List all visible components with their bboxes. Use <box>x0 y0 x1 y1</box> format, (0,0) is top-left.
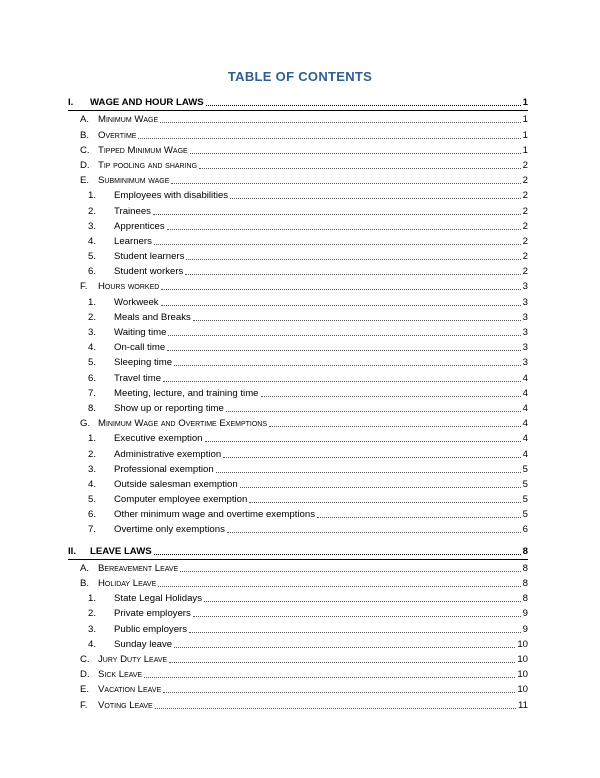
toc-entry[interactable] <box>68 491 528 506</box>
toc-entry[interactable] <box>68 651 528 666</box>
toc-entry-title: Student workers <box>114 266 184 278</box>
toc-entry[interactable] <box>68 157 528 172</box>
toc-entry-title: Waiting time <box>114 327 167 338</box>
dot-leader <box>144 677 515 678</box>
toc-entry[interactable] <box>68 248 528 263</box>
dot-leader <box>167 229 521 230</box>
dot-leader <box>158 586 520 587</box>
toc-entry-number: 3. <box>88 623 97 635</box>
dot-leader <box>193 616 521 617</box>
toc-entry[interactable] <box>68 218 528 233</box>
toc-entry-title: Private employers <box>114 608 191 620</box>
toc-entry-number: C. <box>80 653 90 665</box>
dot-leader <box>163 692 515 693</box>
toc-entry-page: 10 <box>517 638 528 650</box>
toc-entry-page: 1 <box>522 114 528 126</box>
dot-leader <box>269 426 521 427</box>
toc-entry-page: 4 <box>522 448 528 460</box>
toc-entry[interactable] <box>68 666 528 681</box>
toc-entry-page: 5 <box>522 463 528 475</box>
toc-entry-title: Minimum Wage and Overtime Exemptions <box>98 418 268 430</box>
toc-entry[interactable] <box>68 542 528 557</box>
toc-entry-title: Show up or reporting time <box>114 402 224 414</box>
toc-entry-title: Jury Duty Leave <box>98 653 168 665</box>
toc-entry[interactable] <box>68 309 528 324</box>
toc-entry-page: 8 <box>522 593 528 605</box>
toc-entry-number: 2. <box>88 205 97 217</box>
toc-entry-number: E. <box>80 175 90 187</box>
toc-entry-page: 2 <box>522 190 528 202</box>
toc-entry[interactable] <box>68 324 528 339</box>
toc-entry[interactable] <box>68 681 528 696</box>
dot-leader <box>190 153 521 154</box>
toc-entry-title: Executive exemption <box>114 433 203 445</box>
toc-entry[interactable] <box>68 476 528 491</box>
dot-leader <box>249 502 520 503</box>
toc-entry-number: 8. <box>88 402 97 414</box>
dot-leader <box>226 411 521 412</box>
toc-entry-title: Vacation Leave <box>98 684 162 696</box>
toc-entry-page: 3 <box>522 342 528 354</box>
toc-entry[interactable] <box>68 461 528 476</box>
toc-entry-number: D. <box>80 159 90 171</box>
dot-leader <box>167 350 520 351</box>
toc-entry-page: 10 <box>517 653 528 665</box>
toc-entry-page: 4 <box>522 372 528 384</box>
dot-leader <box>261 396 521 397</box>
toc-entry[interactable] <box>68 636 528 651</box>
toc-entry[interactable] <box>68 94 528 109</box>
dot-leader <box>155 708 516 709</box>
toc-entry-number: 7. <box>88 387 97 399</box>
toc-entry-title: Other minimum wage and overtime exemptions <box>114 509 316 521</box>
toc-entry-number: 3. <box>88 220 97 232</box>
dot-leader <box>171 183 520 184</box>
toc-entry-number: I. <box>68 97 74 109</box>
dot-leader <box>193 320 521 321</box>
toc-entry-page: 8 <box>522 578 528 589</box>
toc-entry[interactable] <box>68 445 528 460</box>
toc-entry-title: On-call time <box>114 342 166 354</box>
toc-entry-title: Hours worked <box>98 281 160 293</box>
toc-entry[interactable] <box>68 354 528 369</box>
toc-entry-title: LEAVE LAWS <box>90 545 152 557</box>
toc-entry-number: 6. <box>88 266 97 278</box>
toc-entry-page: 3 <box>522 357 528 369</box>
toc-entry-page: 3 <box>522 296 528 308</box>
toc-entry-title: Voting Leave <box>98 699 153 711</box>
toc-entry-title: Meals and Breaks <box>114 311 191 323</box>
toc-entry-number: 1. <box>88 433 97 445</box>
toc-entry[interactable] <box>68 521 528 536</box>
toc-entry-page: 4 <box>522 418 528 430</box>
toc-entry-number: E. <box>80 684 90 696</box>
toc-entry-page: 9 <box>522 608 528 620</box>
dot-leader <box>189 632 521 633</box>
toc-entry-page: 8 <box>522 562 528 574</box>
dot-leader <box>161 305 521 306</box>
toc-entry[interactable] <box>68 575 528 590</box>
toc-entry[interactable] <box>68 430 528 445</box>
toc-entry-number: 2. <box>88 448 97 460</box>
dot-leader <box>230 198 521 199</box>
toc-entry[interactable] <box>68 126 528 141</box>
dot-leader <box>205 441 521 442</box>
toc-entry-number: A. <box>80 114 90 126</box>
dot-leader <box>138 138 520 139</box>
toc-entry-number: 4. <box>88 638 97 650</box>
dot-leader <box>223 457 520 458</box>
toc-entry-number: 5. <box>88 357 97 369</box>
toc-entry-title: Employees with disabilities <box>114 190 229 202</box>
toc-entry-title: Student learners <box>114 251 185 263</box>
toc-entry-title: Minimum Wage <box>98 114 159 126</box>
toc-entry-page: 10 <box>517 669 528 681</box>
toc-entry-page: 2 <box>522 220 528 232</box>
toc-entry-number: F. <box>80 699 88 711</box>
toc-entry-title: Bereavement Leave <box>98 562 179 574</box>
toc-entry-title: Apprentices <box>114 220 165 232</box>
toc-entry-number: 4. <box>88 478 97 490</box>
toc-entry-number: 3. <box>88 327 97 338</box>
dot-leader <box>180 571 520 572</box>
toc-entry[interactable] <box>68 696 528 711</box>
toc-entry-page: 2 <box>522 266 528 278</box>
toc-entry-title: Administrative exemption <box>114 448 222 460</box>
toc-entry[interactable] <box>68 233 528 248</box>
toc-entry[interactable] <box>68 111 528 126</box>
toc-entry-number: 4. <box>88 342 97 354</box>
dot-leader <box>161 289 520 290</box>
toc-entry-number: 2. <box>88 311 97 323</box>
toc-entry-title: Overtime only exemptions <box>114 524 225 536</box>
toc-entry-page: 1 <box>522 97 528 109</box>
toc-entry-title: Learners <box>114 235 152 247</box>
toc-entry[interactable] <box>68 560 528 575</box>
toc-entry[interactable] <box>68 293 528 308</box>
dot-leader <box>153 214 521 215</box>
toc-entry-number: 2. <box>88 608 97 620</box>
toc-entry-number: 6. <box>88 509 97 521</box>
toc-entry[interactable] <box>68 339 528 354</box>
toc-entry-number: G. <box>80 418 91 430</box>
dot-leader <box>227 532 521 533</box>
toc-entry-number: 1. <box>88 296 97 308</box>
toc-entry[interactable] <box>68 506 528 521</box>
toc-entry-title: Holiday Leave <box>98 578 157 589</box>
toc-entry[interactable] <box>68 263 528 278</box>
toc-entry-title: Public employers <box>114 623 188 635</box>
toc-entry-number: 1. <box>88 190 97 202</box>
dot-leader <box>160 122 520 123</box>
toc-entry-title: Trainees <box>114 205 151 217</box>
toc-entry[interactable] <box>68 590 528 605</box>
toc-entry[interactable] <box>68 187 528 202</box>
toc-entry-page: 11 <box>518 699 528 711</box>
toc-entry[interactable] <box>68 278 528 293</box>
toc-entry[interactable] <box>68 400 528 415</box>
toc-entry-page: 2 <box>522 175 528 187</box>
toc-entry[interactable] <box>68 142 528 157</box>
dot-leader <box>168 335 520 336</box>
toc-entry[interactable] <box>68 385 528 400</box>
toc-entry[interactable] <box>68 172 528 187</box>
toc-entry-page: 9 <box>522 623 528 635</box>
toc-entry-page: 2 <box>522 159 528 171</box>
toc-entry-title: Outside salesman exemption <box>114 478 238 490</box>
toc-entry[interactable] <box>68 369 528 384</box>
toc-entry-title: WAGE AND HOUR LAWS <box>90 97 204 109</box>
toc-entry-page: 3 <box>522 311 528 323</box>
toc-entry-title: Sleeping time <box>114 357 173 369</box>
toc-entry-title: Tip pooling and sharing <box>98 159 198 171</box>
toc-entry-number: B. <box>80 578 90 589</box>
toc-entry-title: Computer employee exemption <box>114 494 248 506</box>
dot-leader <box>317 517 521 518</box>
toc-entry-number: D. <box>80 669 90 681</box>
toc-entry-number: B. <box>80 129 90 141</box>
toc-entry-page: 2 <box>522 205 528 217</box>
toc-entry-number: 7. <box>88 524 97 536</box>
toc-entry-title: Travel time <box>114 372 162 384</box>
toc-entry-number: 4. <box>88 235 97 247</box>
toc-entry-title: Professional exemption <box>114 463 214 475</box>
toc-entry-page: 4 <box>522 433 528 445</box>
toc-entry-page: 8 <box>522 545 528 557</box>
toc-entry-title: Meeting, lecture, and training time <box>114 387 259 399</box>
dot-leader <box>163 381 521 382</box>
dot-leader <box>169 662 515 663</box>
toc-entry-page: 2 <box>522 235 528 247</box>
toc-entry-page: 1 <box>522 144 528 156</box>
toc-entry[interactable] <box>68 620 528 635</box>
toc-entry-number: C. <box>80 144 90 156</box>
toc-entry-number: 3. <box>88 463 97 475</box>
toc-entry-page: 3 <box>522 281 528 293</box>
toc-entry-number: 5. <box>88 251 97 263</box>
dot-leader <box>185 274 520 275</box>
toc-entry[interactable] <box>68 202 528 217</box>
dot-leader <box>206 105 521 106</box>
dot-leader <box>240 487 521 488</box>
toc-entry-number: II. <box>68 545 76 557</box>
toc-entry-title: Workweek <box>114 296 159 308</box>
dot-leader <box>216 472 521 473</box>
toc-entry-title: State Legal Holidays <box>114 593 202 605</box>
toc-entry-page: 6 <box>522 524 528 536</box>
toc-entry-page: 5 <box>522 478 528 490</box>
table-of-contents <box>68 94 528 712</box>
toc-entry-number: F. <box>80 281 88 293</box>
dot-leader <box>154 244 521 245</box>
toc-entry-page: 2 <box>522 251 528 263</box>
toc-entry-title: Overtime <box>98 129 137 141</box>
toc-entry-page: 3 <box>522 327 528 338</box>
toc-entry-number: 5. <box>88 494 97 506</box>
toc-entry-page: 4 <box>522 387 528 399</box>
dot-leader <box>174 647 515 648</box>
toc-entry-page: 10 <box>517 684 528 696</box>
dot-leader <box>154 554 521 555</box>
page-title: TABLE OF CONTENTS <box>227 69 373 84</box>
toc-entry-title: Subminimum wage <box>98 175 170 187</box>
toc-entry-number: 6. <box>88 372 97 384</box>
toc-entry-title: Sunday leave <box>114 638 173 650</box>
toc-entry-number: A. <box>80 562 90 574</box>
toc-entry[interactable] <box>68 605 528 620</box>
toc-entry-number: 1. <box>88 593 97 605</box>
dot-leader <box>174 365 521 366</box>
dot-leader <box>186 259 520 260</box>
toc-entry-page: 4 <box>522 402 528 414</box>
dot-leader <box>199 168 521 169</box>
toc-entry-page: 1 <box>522 129 528 141</box>
toc-entry[interactable] <box>68 415 528 430</box>
toc-entry-title: Tipped Minimum Wage <box>98 144 188 156</box>
toc-entry-title: Sick Leave <box>98 669 143 681</box>
toc-entry-page: 5 <box>522 494 528 506</box>
dot-leader <box>204 601 521 602</box>
toc-entry-page: 5 <box>522 509 528 521</box>
